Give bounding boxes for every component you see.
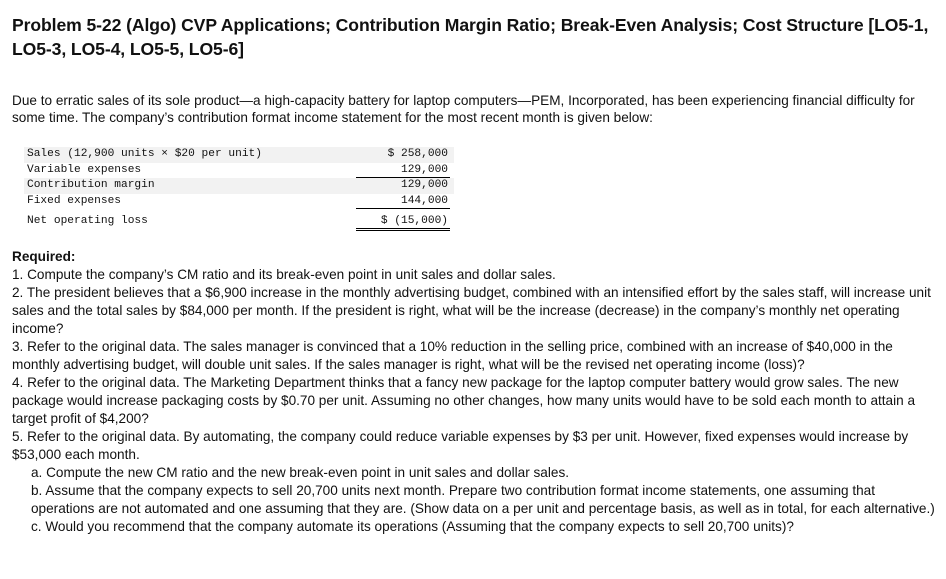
requirement-5a: a. Compute the new CM ratio and the new break-even point in unit sales and dollar sales. [31, 465, 570, 480]
statement-row-sales [24, 147, 454, 163]
requirement-3: 3. Refer to the original data. The sales manager is convinced that a 10% reduction in the selling price, combined with an increase of $40,000 in the monthly advertising budget, will double unit sales. If the sales manager is right, what will be the revised net operating income (loss)? [12, 339, 893, 372]
required-heading: Required: [12, 249, 76, 264]
variable-expenses-label: Variable expenses [27, 163, 142, 176]
requirement-2: 2. The president believes that a $6,900 increase in the monthly advertising budget, combined with an intensified effort by the sales staff, will increase unit sales and the total sales by $84,000 per month. If the president is right, what will be the increase (decrease) in the company’s monthly net operating income? [12, 285, 931, 336]
problem-intro: Due to erratic sales of its sole product—a high-capacity battery for laptop computers—PEM, Incorporated, has been experiencing financial difficulty for some time. The company’s contribution format income statement for the most recent month is given below: [12, 93, 915, 125]
requirement-5b: b. Assume that the company expects to sell 20,700 units next month. Prepare two contribution format income statements, one assuming that operations are not automated and one assuming that they are. (Show data on a per unit and percentage basis, as well as in total, for each alternative.) [31, 483, 935, 516]
contribution-margin-amount: 129,000 [401, 179, 448, 192]
fixed-expenses-amount: 144,000 [356, 194, 450, 210]
income-statement [24, 147, 454, 231]
requirement-4: 4. Refer to the original data. The Marketing Department thinks that a fancy new package for the laptop computer battery would grow sales. The new package would increase packaging costs by $0.70 per unit. Assuming no other changes, how many units would have to be sold each month to attain a target profit of $4,200? [12, 375, 916, 426]
statement-row-net-operating-loss [24, 213, 454, 231]
sales-label: Sales (12,900 units × $20 per unit) [27, 148, 262, 160]
variable-expenses-amount: 129,000 [356, 163, 450, 179]
problem-title: Problem 5-22 (Algo) CVP Applications; Contribution Margin Ratio; Break-Even Analysis; Cost Structure [LO5-1, LO5-3, LO5-4, LO5-5, LO5-6] [12, 15, 929, 59]
sales-amount: $ 258,000 [387, 148, 448, 160]
net-operating-loss-label: Net operating loss [27, 215, 148, 228]
net-operating-loss-amount: $ (15,000) [356, 213, 450, 231]
requirement-1: 1. Compute the company’s CM ratio and its break-even point in unit sales and dollar sales. [12, 267, 556, 282]
statement-row-variable-expenses [24, 163, 454, 179]
fixed-expenses-label: Fixed expenses [27, 194, 121, 207]
requirement-5c: c. Would you recommend that the company automate its operations (Assuming that the company expects to sell 20,700 units)? [31, 519, 794, 534]
required-section [12, 248, 940, 536]
statement-row-contribution-margin [24, 178, 454, 194]
contribution-margin-label: Contribution margin [27, 179, 155, 192]
statement-row-fixed-expenses [24, 194, 454, 210]
requirement-5: 5. Refer to the original data. By automating, the company could reduce variable expenses by $3 per unit. However, fixed expenses would increase by $53,000 each month. [12, 429, 909, 462]
